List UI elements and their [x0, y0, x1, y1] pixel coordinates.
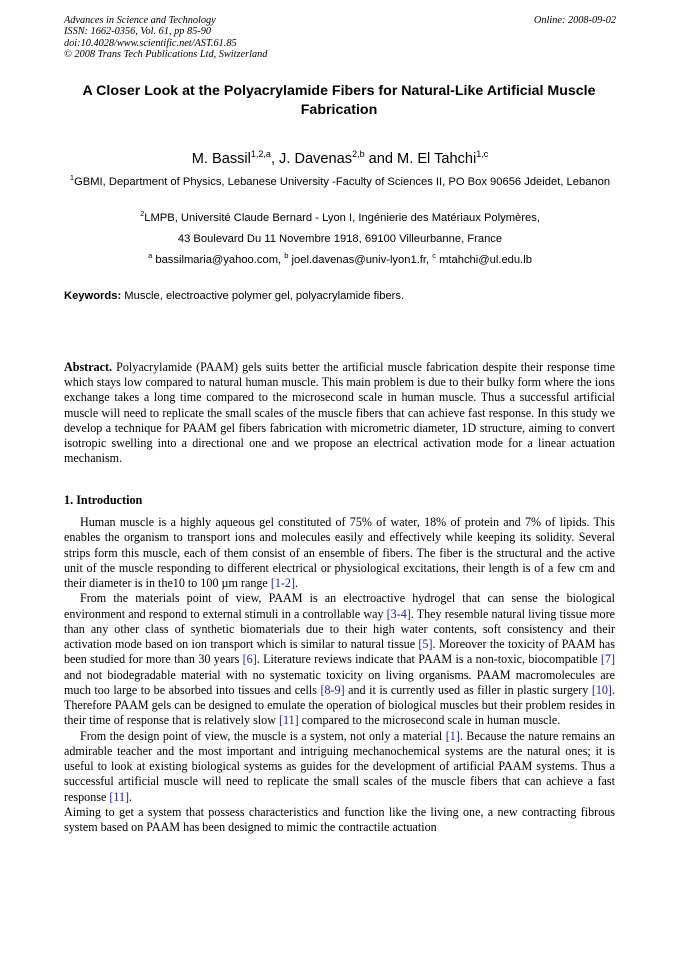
text-run: . [129, 789, 133, 804]
email-address: bassilmaria@yahoo.com, [152, 254, 285, 266]
citation-link[interactable]: [5] [418, 637, 433, 651]
paragraph [64, 591, 615, 728]
body-text [64, 515, 615, 835]
author-list [64, 150, 616, 168]
author-separator: , [270, 151, 280, 167]
text-run: . [295, 576, 299, 590]
citation-link[interactable]: [1-2] [270, 576, 295, 590]
email-address: joel.davenas@univ-lyon1.fr, [288, 254, 433, 266]
abstract [64, 360, 615, 466]
author-name: M. Bassil [191, 151, 251, 167]
issn-line: ISSN: 1662-0356, Vol. 61, pp 85-90 [64, 26, 212, 38]
text-run: Human muscle is a highly aqueous gel constituted of 75% of water, 18% of protein and 7% of lipids. This enables the organism to transport ions and molecules easily and effectively while keeping its solidity. Several strips form this muscle, each of them consist of an ensemble of fibers. The fiber is the structural and the active unit of the muscle responding to different electrical or physiological excitations, their length is of a few cm and their diameter is in the10 to 100 µm range [64, 515, 615, 590]
text-run: Aiming to get a system that possess characteristics and function like the living one, a new contracting fibrous system based on PAAM has been designed to mimic the contractile actuation [64, 804, 615, 834]
keywords-text: Muscle, electroactive polymer gel, polyacrylamide fibers. [121, 290, 405, 302]
text-run: . They resemble natural living tissue more than any other class of synthetic biomaterials due to their high water contents, soft consistency and their activation mode based on ion transport which is similar to natural tissue [64, 606, 616, 651]
doi-line: doi:10.4028/www.scientific.net/AST.61.85 [64, 37, 237, 49]
text-run: compared to the microsecond scale in human muscle. [298, 713, 561, 728]
keywords-label: Keywords: [64, 290, 122, 302]
copyright-line: © 2008 Trans Tech Publications Ltd, Switzerland [64, 49, 268, 61]
email-list [64, 252, 616, 269]
author-superscript: 1,2,a [250, 149, 271, 159]
affiliation-superscript: 1 [69, 173, 75, 182]
citation-link[interactable]: [11] [109, 789, 130, 804]
citation-link[interactable]: [3-4] [386, 606, 411, 621]
citation-link[interactable]: [8-9] [320, 682, 345, 697]
keywords [64, 289, 616, 304]
section-heading: 1. Introduction [64, 493, 143, 507]
journal-name: Advances in Science and Technology [64, 15, 216, 26]
text-run: and it is currently used as filler in plastic surgery [344, 682, 592, 697]
author-name: M. El Tahchi [397, 151, 477, 167]
citation-link[interactable]: [11] [278, 713, 299, 728]
email-superscript: c [432, 251, 436, 260]
text-run: From the design point of view, the muscle is a system, not only a material [80, 728, 446, 743]
running-header [64, 15, 616, 61]
author-superscript: 2,b [352, 149, 365, 159]
paper-title: A Closer Look at the Polyacrylamide Fibers for Natural-Like Artificial Muscle Fabrication [82, 83, 596, 118]
affiliation-2 [64, 210, 616, 227]
citation-link[interactable]: [6] [242, 652, 257, 667]
email-address: mtahchi@ul.edu.lb [435, 254, 532, 266]
paragraph [64, 805, 615, 836]
affiliation-2-address: 43 Boulevard Du 11 Novembre 1918, 69100 Villeurbanne, France [177, 233, 503, 245]
citation-link[interactable]: [1] [445, 728, 460, 743]
affiliation-superscript: 2 [140, 209, 145, 218]
text-run: . Therefore PAAM gels can be designed to emulate the operation of biological muscles but their problem resides in their time of response that is relatively slow [64, 682, 615, 728]
paragraph [64, 515, 615, 591]
author-separator: and [364, 151, 398, 167]
text-run: and not biodegradable material with no systematic toxicity on living organisms. PAAM macromolecules are much too large to be absorbed into tissues and cells [64, 667, 615, 697]
abstract-label: Abstract. [64, 360, 113, 374]
affiliation-text: GBMI, Department of Physics, Lebanese University -Faculty of Sciences II, PO Box 90656 Jdeidet, Lebanon [74, 176, 611, 188]
citation-link[interactable]: [7] [600, 652, 616, 667]
text-run: . Moreover the toxicity of PAAM has been studied for more than 30 years [64, 637, 615, 667]
author-name: J. Davenas [279, 151, 353, 167]
online-date: Online: 2008-09-02 [533, 15, 616, 26]
paragraph [64, 729, 615, 805]
citation-link[interactable]: [10] [591, 682, 612, 697]
affiliation-text: LMPB, Université Claude Bernard - Lyon I, Ingénierie des Matériaux Polymères, [144, 212, 540, 224]
text-run: From the materials point of view, PAAM is an electroactive hydrogel that can sense the biological environment and respond to external stimuli in a controllable way [64, 591, 615, 621]
text-run: . Literature reviews indicate that PAAM is a non-toxic, biocompatible [256, 652, 601, 667]
affiliation-1 [64, 174, 616, 191]
email-superscript: a [148, 251, 153, 260]
author-superscript: 1,c [476, 149, 489, 159]
text-run: . Because the nature remains an admirable teacher and the most important and intriguing mechanochemical systems are the natural ones; it is useful to look at existing biological systems as guides for the development of artificial PAAM systems. Thus a successful artificial muscle will need to replicate the small scales of the muscle fibers that can achieve a fast response [64, 728, 615, 804]
abstract-text: Polyacrylamide (PAAM) gels suits better the artificial muscle fabrication despite their response time which stays low compared to natural human muscle. This main problem is due to their bulky form where the ions exchange takes a long time compared to the microsecond scale in human muscle. Thus a successful artificial muscle will need to replicate the small scales of the muscle fibers that can achieve fast response. In this study we develop a technique for PAAM gel fibers fabrication with micrometric diameter, 1D structure, aiming to convert isotropic swelling into a directional one and we propose an electrical activation mode for a linear actuation mechanism. [64, 360, 615, 466]
email-superscript: b [284, 251, 289, 260]
